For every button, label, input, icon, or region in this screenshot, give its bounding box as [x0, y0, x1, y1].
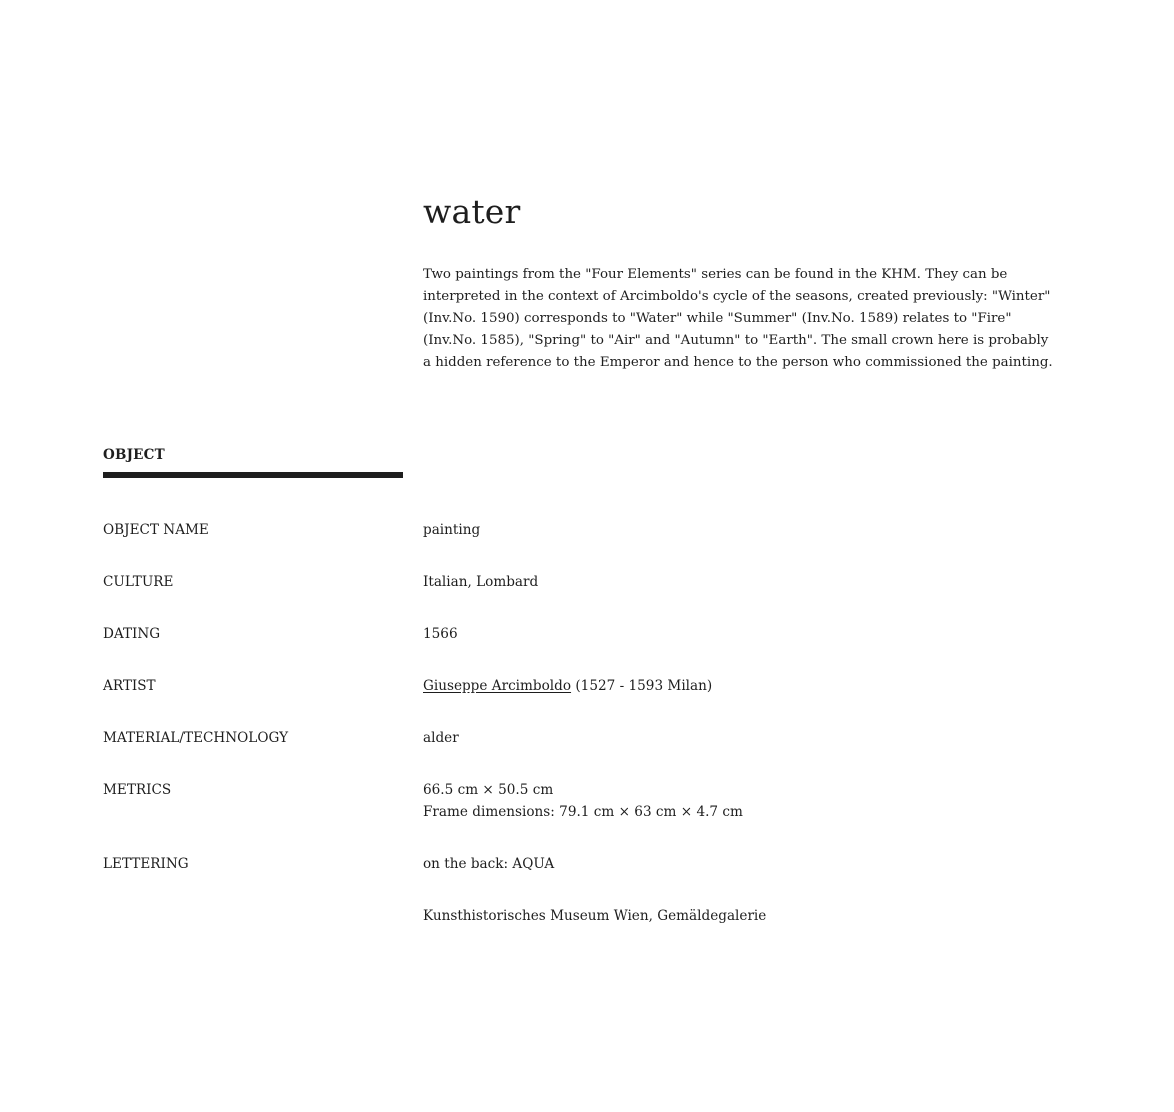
metrics-frame-dimensions: Frame dimensions: 79.1 cm × 63 cm × 4.7 cm — [423, 804, 743, 820]
detail-value: alder — [423, 730, 459, 746]
section-divider — [103, 472, 403, 478]
detail-value: 1566 — [423, 626, 458, 642]
detail-row-collection — [103, 905, 1083, 927]
detail-value: painting — [423, 522, 481, 538]
detail-value — [423, 675, 1083, 697]
detail-row-metrics — [103, 779, 1083, 823]
detail-row-culture — [103, 571, 1083, 593]
object-description: Two paintings from the "Four Elements" series can be found in the KHM. They can be interpreted in the context of Arcimboldo's cycle of the seasons, created previously: "Winter" (Inv.No. 1590) corresponds to "Water" while "Summer" (Inv.No. 1589) relates to "Fire" (Inv.No. 1585), "Spring" to "Air" and "Autumn" to "Earth". The small crown here is probably a hidden reference to the Emperor and hence to the person who commissioned the painting. — [423, 267, 1053, 370]
detail-value-collection: Kunsthistorisches Museum Wien, Gemäldegalerie — [423, 908, 767, 924]
section-heading-object: OBJECT — [103, 447, 165, 463]
object-details — [103, 519, 1083, 957]
detail-value — [423, 779, 1083, 823]
detail-label: MATERIAL/TECHNOLOGY — [103, 730, 289, 746]
detail-value: on the back: AQUA — [423, 856, 555, 872]
page-title: water — [423, 192, 521, 231]
detail-label: METRICS — [103, 782, 172, 798]
detail-label: CULTURE — [103, 574, 174, 590]
detail-row-material — [103, 727, 1083, 749]
detail-label-empty — [103, 905, 423, 927]
artist-link[interactable]: Giuseppe Arcimboldo — [423, 678, 572, 694]
detail-label: DATING — [103, 626, 161, 642]
detail-row-object-name — [103, 519, 1083, 541]
detail-label: ARTIST — [103, 678, 156, 694]
detail-row-artist — [103, 675, 1083, 697]
detail-value: Italian, Lombard — [423, 574, 539, 590]
detail-row-dating — [103, 623, 1083, 645]
detail-label: LETTERING — [103, 856, 189, 872]
detail-label: OBJECT NAME — [103, 522, 209, 538]
artist-life-dates: (1527 - 1593 Milan) — [571, 678, 713, 694]
metrics-dimensions: 66.5 cm × 50.5 cm — [423, 782, 554, 798]
detail-row-lettering — [103, 853, 1083, 875]
